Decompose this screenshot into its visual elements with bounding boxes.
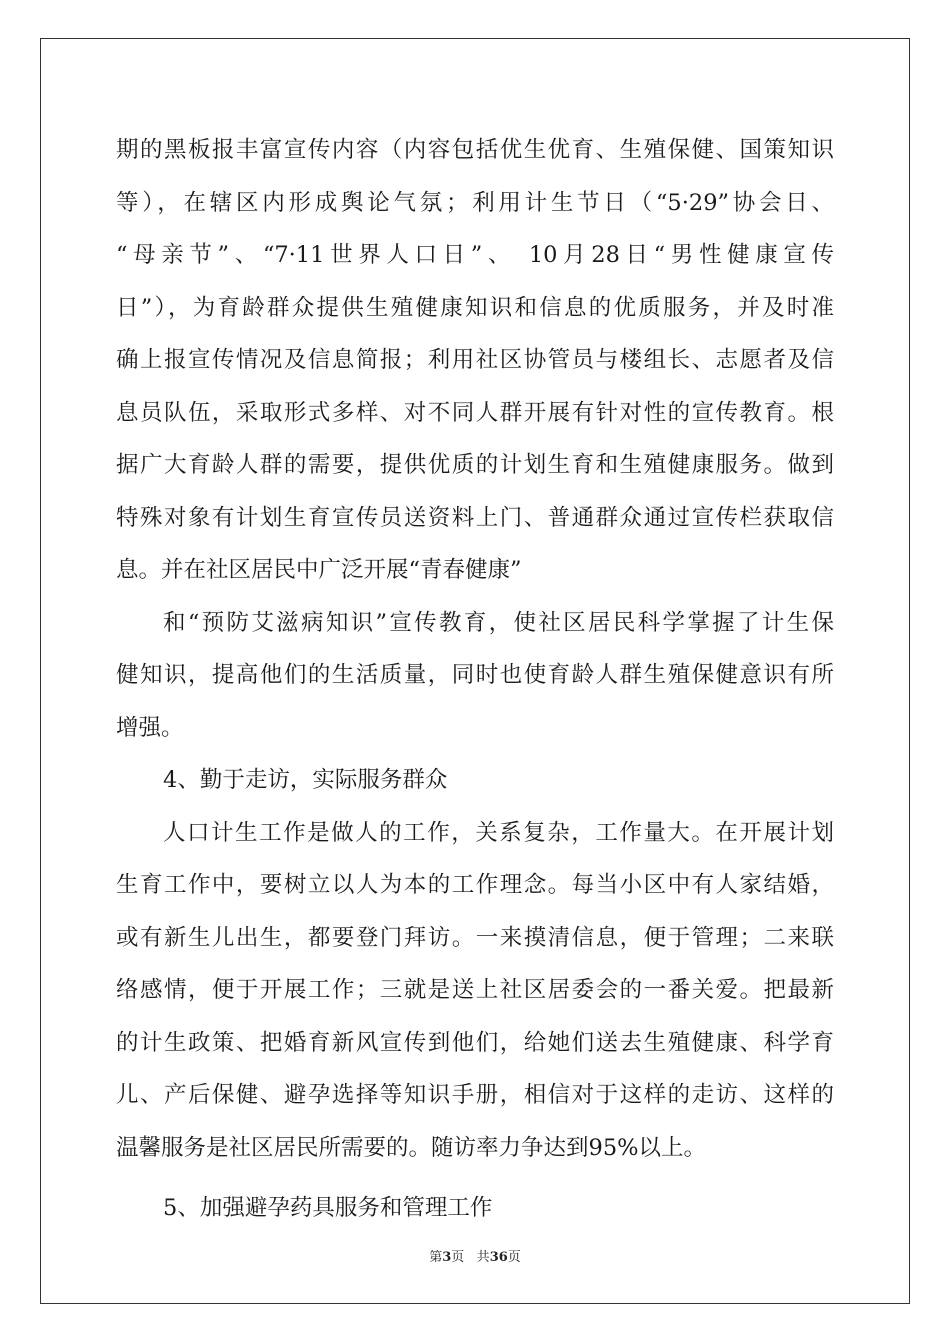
footer-prefix: 第	[429, 1250, 443, 1265]
text-line: 络感情，便于开展工作；三就是送上社区居委会的一番关爱。把最新	[116, 977, 834, 1003]
document-body	[116, 128, 834, 1239]
text-line: 据广大育龄人群的需要，提供优质的计划生育和生殖健康服务。做到	[116, 452, 834, 478]
text-line: 温馨服务是社区居民所需要的。随访率力争达到95%以上。	[116, 1134, 707, 1161]
text-line: 息。并在社区居民中广泛开展“青春健康”	[116, 557, 522, 583]
section-heading: 5、加强避孕药具服务和管理工作	[163, 1195, 493, 1221]
paragraph-first-line: 人口计生工作是做人的工作，关系复杂，工作量大。在开展计划	[163, 819, 834, 846]
text-line: 或有新生儿出生，都要登门拜访。一来摸清信息，便于管理；二来联	[116, 924, 834, 951]
footer-page-suffix: 页	[451, 1250, 465, 1265]
total-page-count: 36	[489, 1250, 508, 1265]
text-line: 特殊对象有计划生育宣传员送资料上门、普通群众通过宣传栏获取信	[116, 504, 834, 531]
paragraph-first-line: 和“预防艾滋病知识”宣传教育，使社区居民科学掌握了计生保	[163, 609, 834, 636]
text-line: 等），在辖区内形成舆论气氛；利用计生节日（“5·29”协会日、	[116, 189, 834, 216]
text-line: 增强。	[116, 714, 184, 741]
footer-total-prefix: 共	[476, 1250, 490, 1265]
text-line: 确上报宣传情况及信息简报；利用社区协管员与楼组长、志愿者及信	[116, 347, 834, 373]
current-page-number: 3	[442, 1250, 452, 1265]
text-line: “母亲节”、“7·11世界人口日”、 10月28日“男性健康宣传	[116, 242, 834, 268]
footer-total-suffix: 页	[507, 1250, 521, 1265]
section-heading: 4、勤于走访，实际服务群众	[163, 767, 448, 793]
page-footer	[0, 1246, 950, 1265]
text-line: 息员队伍，采取形式多样、对不同人群开展有针对性的宣传教育。根	[116, 399, 834, 426]
text-line: 日”），为育龄群众提供生殖健康知识和信息的优质服务，并及时准	[116, 294, 834, 321]
text-line: 期的黑板报丰富宣传内容（内容包括优生优育、生殖保健、国策知识	[116, 137, 834, 163]
text-line: 健知识，提高他们的生活质量，同时也使育龄人群生殖保健意识有所	[116, 662, 834, 688]
text-line: 儿、产后保健、避孕选择等知识手册，相信对于这样的走访、这样的	[116, 1082, 834, 1108]
text-line: 生育工作中，要树立以人为本的工作理念。每当小区中有人家结婚，	[116, 872, 834, 898]
text-line: 的计生政策、把婚育新风宣传到他们，给她们送去生殖健康、科学育	[116, 1029, 834, 1056]
